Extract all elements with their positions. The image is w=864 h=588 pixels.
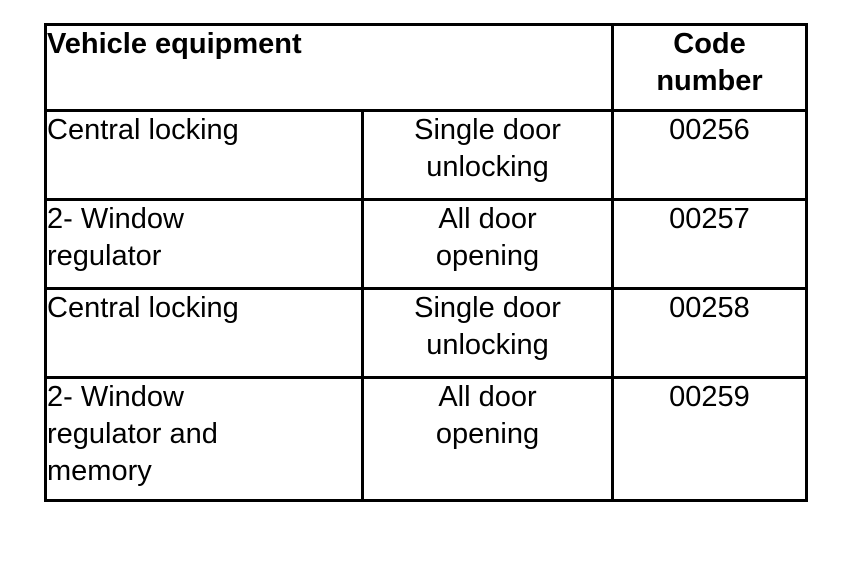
header-code-line1: Code xyxy=(673,28,746,60)
header-equipment-label: Vehicle equipment xyxy=(47,28,302,60)
equipment-text: Central locking xyxy=(47,292,239,324)
mode-text: opening xyxy=(435,240,540,272)
header-code-number xyxy=(613,25,807,111)
equipment-cell xyxy=(46,289,363,378)
code-cell xyxy=(613,378,807,501)
table-row xyxy=(46,111,807,200)
table-row xyxy=(46,289,807,378)
mode-text: All door xyxy=(438,381,537,413)
code-cell xyxy=(613,200,807,289)
table-header-row xyxy=(46,25,807,111)
header-vehicle-equipment xyxy=(46,25,613,111)
equipment-text: regulator and xyxy=(47,418,218,450)
equipment-text: regulator xyxy=(47,240,162,272)
mode-text: opening xyxy=(435,418,540,450)
code-cell xyxy=(613,111,807,200)
mode-cell xyxy=(363,378,613,501)
equipment-cell xyxy=(46,111,363,200)
table-row xyxy=(46,200,807,289)
equipment-cell xyxy=(46,378,363,501)
mode-cell xyxy=(363,200,613,289)
equipment-cell xyxy=(46,200,363,289)
code-number: 00258 xyxy=(669,292,750,324)
mode-text: unlocking xyxy=(426,151,549,183)
header-code-line2: number xyxy=(656,65,763,97)
mode-cell xyxy=(363,289,613,378)
mode-text: Single door xyxy=(414,292,561,324)
equipment-text: 2- Window xyxy=(47,381,184,413)
code-number: 00256 xyxy=(669,114,750,146)
code-number: 00257 xyxy=(669,203,750,235)
equipment-text: memory xyxy=(47,455,152,487)
code-number: 00259 xyxy=(669,381,750,413)
equipment-text: 2- Window xyxy=(47,203,184,235)
table-row xyxy=(46,378,807,501)
mode-text: All door xyxy=(438,203,537,235)
vehicle-equipment-code-table xyxy=(44,23,808,502)
code-cell xyxy=(613,289,807,378)
mode-text: unlocking xyxy=(426,329,549,361)
mode-text: Single door xyxy=(414,114,561,146)
equipment-text: Central locking xyxy=(47,114,239,146)
mode-cell xyxy=(363,111,613,200)
